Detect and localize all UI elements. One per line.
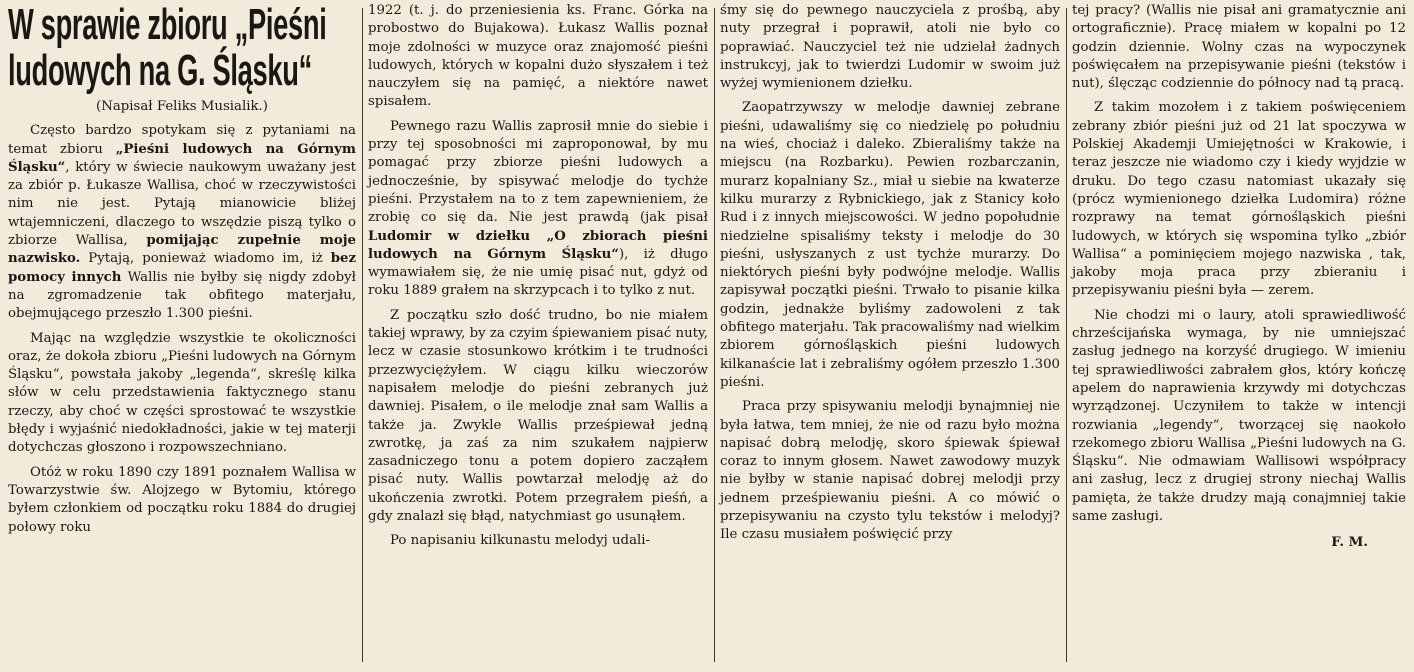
column-4 xyxy=(1072,2,1406,664)
column-divider xyxy=(1066,8,1067,662)
paragraph: tej pracy? (Wallis nie pisał ani gramatycznie ani ortograficznie). Pracę miałem w kopalni po 12 godzin dziennie. Wolny czas na wypoczynek poświęcałem na przepisywanie pieśni (tekstów i nut), ślęcząc codziennie do północy nad tą pracą. xyxy=(1072,3,1406,92)
paragraph: Nie chodzi mi o laury, atoli sprawiedliwość chrześcijańska wymaga, by nie umniejszać zasług jednego na korzyść drugiego. W imieniu tej sprawiedliwości zabrałem głos, który kończę apelem do naprawienia krzywdy mi dotychczas wyrządzonej. Uczyniłem to także w intencji rozwiania „legendy“, tworzącej się naokoło rzekomego zbioru Wallisa „Pieśni ludowych na G. Śląsku“. Nie odmawiam Wallisowi współpracy ani zasług, lecz z drugiej strony niechaj Wallis pamięta, że także drudzy mają conajmniej takie same zasługi. xyxy=(1072,307,1406,525)
paragraph: Pewnego razu Wallis zaprosił mnie do siebie i przy tej sposobności mi zaproponował, by mu pomagać przy zbiorze pieśni ludowych a jednocześnie, by spisywać melodje do tychże pieśni. Przystałem na to z tem zapewnieniem, że zrobię co się da. Nie jest prawdą (jak pisał Ludomir w dziełku „O zbiorach pieśni ludowych na Górnym Śląsku“), iż długo wymawiałem się, że nie umię pisać nut, gdyż od roku 1889 grałem na skrzypcach i to tylko z nut. xyxy=(368,118,708,299)
column-3 xyxy=(720,2,1060,664)
paragraph: 1922 (t. j. do przeniesienia ks. Franc. Górka na probostwo do Bujakowa). Łukasz Wallis poznał moje zdolności w muzyce oraz znajomość pieśni ludowych, których w kopalni dużo słyszałem i też nauczyłem się na pamięć, a niektóre nawet spisałem. xyxy=(368,3,708,110)
paragraph: śmy się do pewnego nauczyciela z prośbą, aby nuty przegrał i poprawił, atoli nie było co poprawiać. Nauczyciel też nie udzielał żadnych instrukcyj, jak to twierdzi Ludomir w swoim już wyżej wymienionem dziełku. xyxy=(720,3,1060,92)
author-signature: F. M. xyxy=(1331,535,1368,551)
paragraph: Zaopatrzywszy w melodje dawniej zebrane pieśni, udawaliśmy się co niedzielę po południu na wieś, chociaż i daleko. Zbieraliśmy także na miejscu (na Rozbarku). Pewien rozbarczanin, murarz kopalniany Sz., miał u siebie na kwaterze kilku murarzy z Rybnickiego, jak z Stanicy koło Rud i z innych miejscowości. W jedno popołudnie niedzielne spisaliśmy teksty i melodje do 30 pieśni, usłyszanych z ust tychże murarzy. Do niektórych pieśni były podwójne melodje. Wallis zapisywał początki pieśni. Trwało to pisanie kilka godzin, jednakże byliśmy zadowoleni z tak obfitego materjału. Tak pracowaliśmy nad wielkim zbiorem górnośląskich pieśni ludowych kilkanaście lat i zebraliśmy ogółem przeszło 1.300 pieśni. xyxy=(720,100,1061,390)
paragraph: Otóż w roku 1890 czy 1891 poznałem Wallisa w Towarzystwie św. Alojzego w Bytomiu, którego byłem członkiem od początku roku 1884 do drugiej połowy roku xyxy=(8,464,356,535)
paragraph: Często bardzo spotykam się z pytaniami na temat zbioru „Pieśni ludowych na Górnym Śląsku“, który w świecie naukowym uważany jest za zbiór p. Łukasze Wallisa, choć w rzeczywistości nim nie jest. Pytają mianowicie bliżej wtajemniczeni, dlaczego to wszędzie piszą tylko o zbiorze Wallisa, pomijając zupełnie moje nazwisko. Pytają, ponieważ wiadomo im, iż bez pomocy innych Wallis nie byłby się nigdy zdobył na zgromadzenie tak obfitego materjału, obejmującego przeszło 1.300 pieśni. xyxy=(8,123,356,322)
column-2 xyxy=(368,2,708,664)
byline: (Napisał Feliks Musialik.) xyxy=(96,99,268,114)
paragraph: Z takim mozołem i z takiem poświęceniem zebrany zbiór pieśni już od 21 lat spoczywa w Polskiej Akademji Umiejętności w Krakowie, i teraz jeszcze nie wiadomo czy i kiedy wyjdzie w druku. Do tego czasu natomiast ukazały się (prócz wymienionego dziełka Ludomira) różne rozprawy na temat górnośląskich pieśni ludowych, w których się wspomina tylko „zbiór Wallisa“ a pominięciem mojego nazwiska , tak, jakoby moja praca przy zbieraniu i przepisywaniu pieśni była — zerem. xyxy=(1072,100,1406,299)
paragraph: Praca przy spisywaniu melodji bynajmniej nie była łatwa, tem mniej, że nie od razu było można napisać dobrą melodję, skoro śpiewak śpiewał coraz to innym głosem. Nawet zawodowy muzyk nie byłby w stanie napisać dobrej melodji przy jednem prześpiewaniu pieśni. A co mówić o przepisywaniu na czysto tylu tekstów i melodyj? Ile czasu musiałem poświęcić przy xyxy=(720,399,1060,543)
article-headline xyxy=(8,2,355,94)
paragraph: Po napisaniu kilkunastu melodyj udali- xyxy=(390,533,650,549)
headline-line-2: ludowych na G. Śląsku“ xyxy=(8,46,312,95)
paragraph: Z początku szło dość trudno, bo nie miałem takiej wprawy, by za czyim śpiewaniem pisać nuty, lecz w czasie stosunkowo krótkim i te trudności przezwyciężyłem. W ciągu kilku wieczorów napisałem melodje do pieśni zebranych już dawniej. Pisałem, o ile melodje znał sam Wallis a także ja. Zwykle Wallis prześpiewał jedną zwrotkę, ja zaś za nim szukałem najpierw zasadniczego tonu a potem dopiero zacząłem pisać nuty. Wallis powtarzał melodję aż do ukończenia zwrotki. Potem przegrałem pieśń, a gdy znalazł się błąd, natychmiast go usunąłem. xyxy=(368,307,708,525)
column-divider xyxy=(714,8,715,662)
paragraph: Mając na względzie wszystkie te okoliczności oraz, że dokoła zbioru „Pieśni ludowych na Górnym Śląsku“, powstała jakoby „legenda“, skreślę kilka słów w celu przedstawienia faktycznego stanu rzeczy, aby choć w części sprostować te wszystkie błędy i wyjaśnić niedokładności, jakie w tej materji dotychczas głoszono i rozpowszechniano. xyxy=(8,330,356,456)
column-divider xyxy=(362,8,363,662)
headline-line-1: W sprawie zbioru „Pieśni xyxy=(8,0,327,49)
column-1 xyxy=(8,2,356,664)
